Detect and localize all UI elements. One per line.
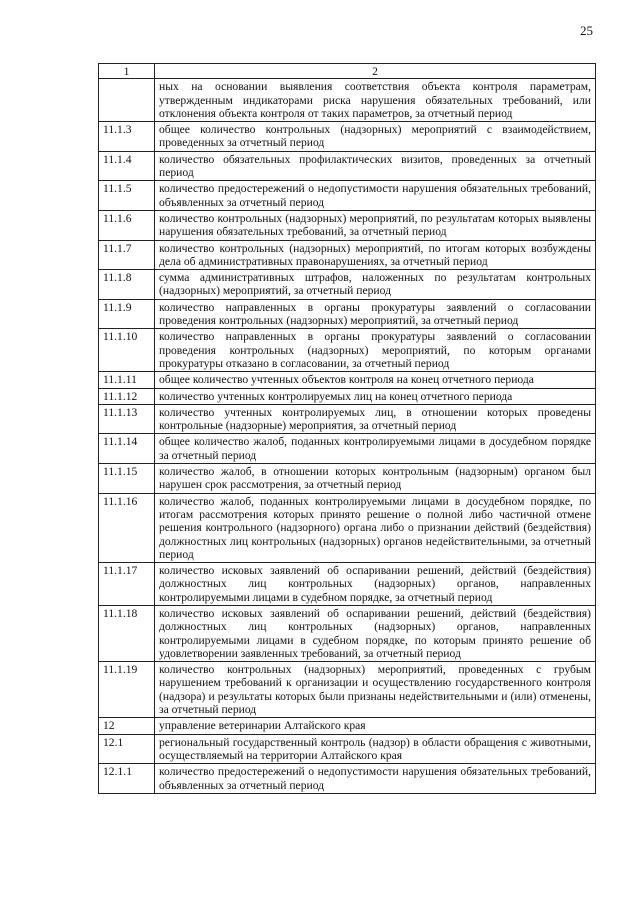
- table-row: [99, 434, 596, 464]
- table-row: [99, 151, 596, 181]
- row-text: сумма административных штрафов, наложенных по результатам контрольных (надзорных) мероприятий, за отчетный период: [155, 270, 596, 300]
- row-text: количество направленных в органы прокуратуры заявлений о согласовании проведения контрольных (надзорных) мероприятий, за отчетный период: [155, 299, 596, 329]
- indicators-table: [98, 63, 596, 794]
- table-row: [99, 240, 596, 270]
- page-number: 25: [580, 23, 593, 38]
- table-row: [99, 270, 596, 300]
- row-text: количество жалоб, поданных контролируемыми лицами в досудебном порядке, по итогам рассмотрения которых принято решение о полной либо частичной отмене решения контрольного (надзорного) органа либо о признании действий (бездействия) должностных лиц контрольных (надзорных) органов недействительными, за отчетный период: [155, 493, 596, 562]
- row-number: 12.1: [99, 734, 155, 764]
- row-text: количество учтенных контролируемых лиц на конец отчетного периода: [155, 388, 596, 404]
- table-row: [99, 605, 596, 661]
- row-number: [99, 79, 155, 122]
- row-text: количество предостережений о недопустимости нарушения обязательных требований, объявленных за отчетный период: [155, 764, 596, 794]
- table-header-row: [99, 64, 596, 79]
- table-row: [99, 388, 596, 404]
- row-number: 11.1.11: [99, 372, 155, 388]
- table-row: [99, 79, 596, 122]
- row-text: количество обязательных профилактических визитов, проведенных за отчетный период: [155, 151, 596, 181]
- row-number: 11.1.18: [99, 605, 155, 661]
- table-row: [99, 181, 596, 211]
- table-row: [99, 299, 596, 329]
- row-text: управление ветеринарии Алтайского края: [155, 718, 596, 734]
- row-number: 11.1.7: [99, 240, 155, 270]
- row-text: количество контрольных (надзорных) мероприятий, по итогам которых возбуждены дела об административных правонарушениях, за отчетный период: [155, 240, 596, 270]
- row-text: общее количество учтенных объектов контроля на конец отчетного периода: [155, 372, 596, 388]
- row-number: 11.1.4: [99, 151, 155, 181]
- table-row: [99, 493, 596, 562]
- table-row: [99, 464, 596, 494]
- row-text: количество контрольных (надзорных) мероприятий, по результатам которых выявлены нарушения обязательных требований, за отчетный период: [155, 210, 596, 240]
- row-number: 11.1.16: [99, 493, 155, 562]
- column-header-number: 1: [99, 64, 155, 79]
- row-number: 11.1.15: [99, 464, 155, 494]
- row-number: 11.1.3: [99, 122, 155, 152]
- table-row: [99, 718, 596, 734]
- table-row: [99, 764, 596, 794]
- table-row: [99, 210, 596, 240]
- row-text: количество исковых заявлений об оспаривании решений, действий (бездействия) должностных лиц контрольных (надзорных) органов, направленных контролируемыми лицами в судебном порядке, за отчетный период: [155, 563, 596, 606]
- row-number: 12: [99, 718, 155, 734]
- row-text: количество контрольных (надзорных) мероприятий, проведенных с грубым нарушением требований к организации и осуществлению государственного контроля (надзора) и результаты которых были признаны недействительными и (или) отменены, за отчетный период: [155, 662, 596, 718]
- row-number: 11.1.19: [99, 662, 155, 718]
- table-row: [99, 329, 596, 372]
- row-number: 11.1.13: [99, 404, 155, 434]
- row-text: региональный государственный контроль (надзор) в области обращения с животными, осуществляемый на территории Алтайского края: [155, 734, 596, 764]
- column-header-text: 2: [155, 64, 596, 79]
- row-text: ных на основании выявления соответствия объекта контроля параметрам, утвержденным индикаторами риска нарушения обязательных требований, или отклонения объекта контроля от таких параметров, за отчетный период: [155, 79, 596, 122]
- table-row: [99, 563, 596, 606]
- row-text: количество жалоб, в отношении которых контрольным (надзорным) органом был нарушен срок рассмотрения, за отчетный период: [155, 464, 596, 494]
- row-number: 11.1.8: [99, 270, 155, 300]
- table-row: [99, 372, 596, 388]
- row-number: 11.1.6: [99, 210, 155, 240]
- row-text: общее количество жалоб, поданных контролируемыми лицами в досудебном порядке за отчетный период: [155, 434, 596, 464]
- row-number: 11.1.14: [99, 434, 155, 464]
- row-text: количество предостережений о недопустимости нарушения обязательных требований, объявленных за отчетный период: [155, 181, 596, 211]
- row-number: 11.1.17: [99, 563, 155, 606]
- row-text: количество направленных в органы прокуратуры заявлений о согласовании проведения контрольных (надзорных) мероприятий, по которым органами прокуратуры отказано в согласовании, за отчетный период: [155, 329, 596, 372]
- row-text: общее количество контрольных (надзорных) мероприятий с взаимодействием, проведенных за отчетный период: [155, 122, 596, 152]
- row-number: 11.1.9: [99, 299, 155, 329]
- table-row: [99, 122, 596, 152]
- table-row: [99, 734, 596, 764]
- row-number: 11.1.10: [99, 329, 155, 372]
- table-row: [99, 662, 596, 718]
- row-number: 11.1.12: [99, 388, 155, 404]
- row-number: 12.1.1: [99, 764, 155, 794]
- row-number: 11.1.5: [99, 181, 155, 211]
- table-row: [99, 404, 596, 434]
- row-text: количество учтенных контролируемых лиц, в отношении которых проведены контрольные (надзорные) мероприятия, за отчетный период: [155, 404, 596, 434]
- row-text: количество исковых заявлений об оспаривании решений, действий (бездействия) должностных лиц контрольных (надзорных) органов, направленных контролируемыми лицами в судебном порядке, по которым принято решение об удовлетворении заявленных требований, за отчетный период: [155, 605, 596, 661]
